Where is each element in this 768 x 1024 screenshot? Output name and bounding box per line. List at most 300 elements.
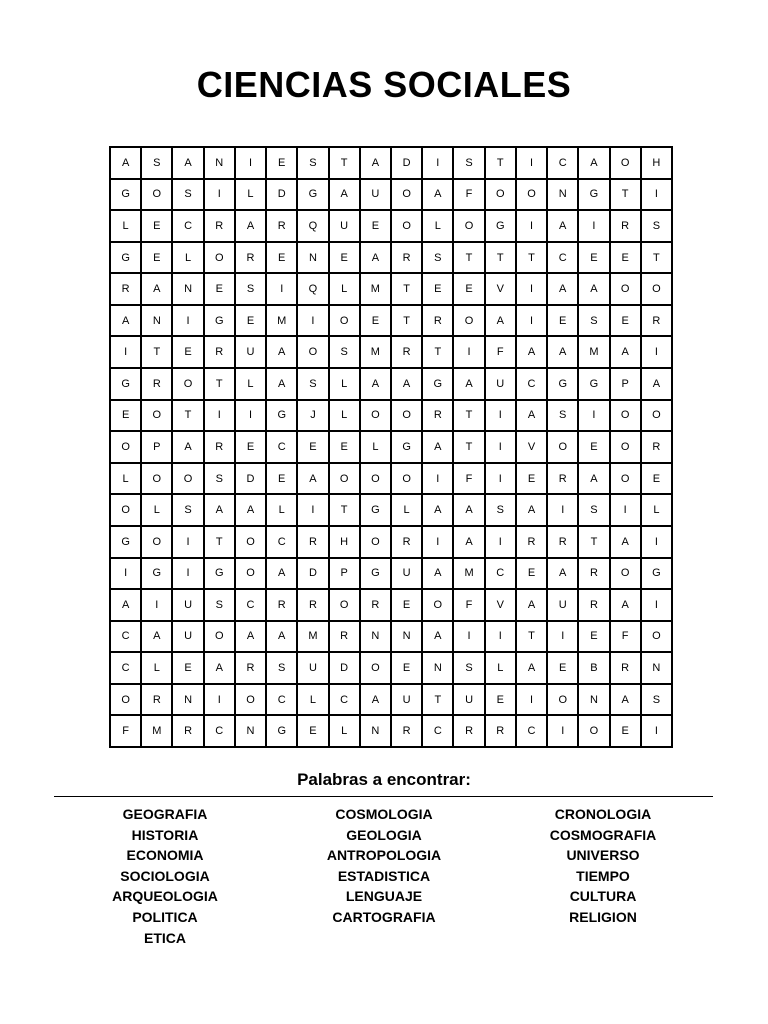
- grid-cell[interactable]: S: [298, 369, 329, 401]
- grid-cell[interactable]: A: [454, 369, 485, 401]
- grid-cell[interactable]: E: [548, 306, 579, 338]
- grid-cell[interactable]: U: [298, 653, 329, 685]
- grid-cell[interactable]: N: [579, 685, 610, 717]
- grid-cell[interactable]: A: [267, 337, 298, 369]
- grid-cell[interactable]: L: [236, 180, 267, 212]
- grid-cell[interactable]: A: [548, 559, 579, 591]
- grid-cell[interactable]: R: [548, 527, 579, 559]
- grid-cell[interactable]: I: [142, 590, 173, 622]
- grid-cell[interactable]: S: [330, 337, 361, 369]
- grid-cell[interactable]: O: [361, 401, 392, 433]
- grid-cell[interactable]: R: [298, 527, 329, 559]
- grid-cell[interactable]: G: [111, 527, 142, 559]
- grid-cell[interactable]: I: [205, 685, 236, 717]
- grid-cell[interactable]: I: [548, 495, 579, 527]
- grid-cell[interactable]: E: [611, 716, 642, 748]
- grid-cell[interactable]: S: [486, 495, 517, 527]
- grid-cell[interactable]: L: [267, 495, 298, 527]
- grid-cell[interactable]: O: [392, 401, 423, 433]
- grid-cell[interactable]: A: [423, 180, 454, 212]
- grid-cell[interactable]: L: [111, 464, 142, 496]
- grid-cell[interactable]: I: [642, 716, 673, 748]
- grid-cell[interactable]: O: [486, 180, 517, 212]
- grid-cell[interactable]: T: [454, 401, 485, 433]
- grid-cell[interactable]: R: [330, 622, 361, 654]
- grid-cell[interactable]: A: [330, 180, 361, 212]
- grid-cell[interactable]: T: [205, 369, 236, 401]
- grid-cell[interactable]: I: [642, 527, 673, 559]
- grid-cell[interactable]: O: [642, 274, 673, 306]
- grid-cell[interactable]: L: [173, 243, 204, 275]
- grid-cell[interactable]: L: [142, 495, 173, 527]
- grid-cell[interactable]: O: [611, 401, 642, 433]
- grid-cell[interactable]: A: [298, 464, 329, 496]
- grid-cell[interactable]: A: [517, 337, 548, 369]
- grid-cell[interactable]: R: [298, 590, 329, 622]
- grid-cell[interactable]: E: [173, 337, 204, 369]
- grid-cell[interactable]: A: [517, 653, 548, 685]
- grid-cell[interactable]: E: [486, 685, 517, 717]
- grid-cell[interactable]: A: [361, 148, 392, 180]
- grid-cell[interactable]: L: [298, 685, 329, 717]
- grid-cell[interactable]: A: [361, 685, 392, 717]
- grid-cell[interactable]: I: [236, 401, 267, 433]
- grid-cell[interactable]: E: [173, 653, 204, 685]
- grid-cell[interactable]: E: [392, 653, 423, 685]
- grid-cell[interactable]: C: [267, 685, 298, 717]
- grid-cell[interactable]: M: [298, 622, 329, 654]
- grid-cell[interactable]: R: [392, 716, 423, 748]
- grid-cell[interactable]: E: [611, 243, 642, 275]
- grid-cell[interactable]: R: [205, 337, 236, 369]
- grid-cell[interactable]: B: [579, 653, 610, 685]
- grid-cell[interactable]: G: [267, 716, 298, 748]
- grid-cell[interactable]: I: [611, 495, 642, 527]
- grid-cell[interactable]: G: [298, 180, 329, 212]
- grid-cell[interactable]: I: [517, 211, 548, 243]
- grid-cell[interactable]: O: [205, 622, 236, 654]
- grid-cell[interactable]: N: [392, 622, 423, 654]
- grid-cell[interactable]: O: [454, 211, 485, 243]
- grid-cell[interactable]: A: [423, 432, 454, 464]
- grid-cell[interactable]: O: [548, 685, 579, 717]
- grid-cell[interactable]: S: [173, 495, 204, 527]
- grid-cell[interactable]: E: [517, 559, 548, 591]
- grid-cell[interactable]: F: [454, 590, 485, 622]
- grid-cell[interactable]: A: [361, 243, 392, 275]
- grid-cell[interactable]: R: [173, 716, 204, 748]
- grid-cell[interactable]: Q: [298, 274, 329, 306]
- grid-cell[interactable]: T: [486, 148, 517, 180]
- grid-cell[interactable]: V: [517, 432, 548, 464]
- grid-cell[interactable]: R: [423, 401, 454, 433]
- grid-cell[interactable]: I: [486, 527, 517, 559]
- grid-cell[interactable]: O: [454, 306, 485, 338]
- grid-cell[interactable]: I: [486, 464, 517, 496]
- grid-cell[interactable]: T: [454, 243, 485, 275]
- grid-cell[interactable]: T: [330, 495, 361, 527]
- grid-cell[interactable]: N: [361, 622, 392, 654]
- grid-cell[interactable]: T: [173, 401, 204, 433]
- grid-cell[interactable]: A: [642, 369, 673, 401]
- grid-cell[interactable]: R: [267, 211, 298, 243]
- grid-cell[interactable]: R: [236, 243, 267, 275]
- grid-cell[interactable]: F: [454, 464, 485, 496]
- grid-cell[interactable]: O: [423, 590, 454, 622]
- grid-cell[interactable]: D: [392, 148, 423, 180]
- grid-cell[interactable]: U: [236, 337, 267, 369]
- grid-cell[interactable]: C: [548, 243, 579, 275]
- grid-cell[interactable]: I: [111, 559, 142, 591]
- grid-cell[interactable]: O: [611, 148, 642, 180]
- grid-cell[interactable]: O: [111, 685, 142, 717]
- grid-cell[interactable]: O: [330, 464, 361, 496]
- grid-cell[interactable]: A: [423, 559, 454, 591]
- grid-cell[interactable]: R: [579, 590, 610, 622]
- grid-cell[interactable]: R: [454, 716, 485, 748]
- grid-cell[interactable]: E: [548, 653, 579, 685]
- grid-cell[interactable]: I: [486, 622, 517, 654]
- grid-cell[interactable]: I: [298, 306, 329, 338]
- grid-cell[interactable]: I: [205, 401, 236, 433]
- grid-cell[interactable]: E: [236, 306, 267, 338]
- grid-cell[interactable]: N: [423, 653, 454, 685]
- grid-cell[interactable]: S: [267, 653, 298, 685]
- grid-cell[interactable]: O: [142, 401, 173, 433]
- grid-cell[interactable]: I: [642, 337, 673, 369]
- grid-cell[interactable]: O: [236, 685, 267, 717]
- grid-cell[interactable]: A: [611, 685, 642, 717]
- grid-cell[interactable]: D: [267, 180, 298, 212]
- grid-cell[interactable]: I: [642, 180, 673, 212]
- grid-cell[interactable]: F: [111, 716, 142, 748]
- grid-cell[interactable]: O: [361, 527, 392, 559]
- grid-cell[interactable]: L: [361, 432, 392, 464]
- grid-cell[interactable]: S: [454, 148, 485, 180]
- grid-cell[interactable]: R: [142, 369, 173, 401]
- grid-cell[interactable]: R: [111, 274, 142, 306]
- grid-cell[interactable]: P: [611, 369, 642, 401]
- grid-cell[interactable]: A: [173, 432, 204, 464]
- grid-cell[interactable]: S: [454, 653, 485, 685]
- grid-cell[interactable]: D: [330, 653, 361, 685]
- grid-cell[interactable]: T: [517, 622, 548, 654]
- grid-cell[interactable]: C: [236, 590, 267, 622]
- grid-cell[interactable]: I: [173, 306, 204, 338]
- grid-cell[interactable]: C: [267, 527, 298, 559]
- grid-cell[interactable]: T: [392, 274, 423, 306]
- grid-cell[interactable]: E: [205, 274, 236, 306]
- grid-cell[interactable]: E: [236, 432, 267, 464]
- grid-cell[interactable]: C: [548, 148, 579, 180]
- grid-cell[interactable]: E: [111, 401, 142, 433]
- grid-cell[interactable]: S: [173, 180, 204, 212]
- grid-cell[interactable]: R: [392, 243, 423, 275]
- grid-cell[interactable]: R: [392, 337, 423, 369]
- grid-cell[interactable]: I: [548, 716, 579, 748]
- grid-cell[interactable]: L: [392, 495, 423, 527]
- grid-cell[interactable]: N: [142, 306, 173, 338]
- grid-cell[interactable]: A: [173, 148, 204, 180]
- grid-cell[interactable]: T: [330, 148, 361, 180]
- grid-cell[interactable]: C: [205, 716, 236, 748]
- grid-cell[interactable]: L: [330, 401, 361, 433]
- grid-cell[interactable]: A: [267, 559, 298, 591]
- grid-cell[interactable]: R: [486, 716, 517, 748]
- grid-cell[interactable]: O: [548, 432, 579, 464]
- grid-cell[interactable]: A: [142, 622, 173, 654]
- grid-cell[interactable]: E: [142, 211, 173, 243]
- grid-cell[interactable]: O: [642, 401, 673, 433]
- grid-cell[interactable]: T: [423, 685, 454, 717]
- grid-cell[interactable]: G: [579, 180, 610, 212]
- grid-cell[interactable]: S: [236, 274, 267, 306]
- grid-cell[interactable]: N: [236, 716, 267, 748]
- grid-cell[interactable]: O: [330, 590, 361, 622]
- grid-cell[interactable]: L: [330, 274, 361, 306]
- grid-cell[interactable]: A: [579, 274, 610, 306]
- grid-cell[interactable]: A: [205, 653, 236, 685]
- grid-cell[interactable]: E: [642, 464, 673, 496]
- grid-cell[interactable]: I: [205, 180, 236, 212]
- grid-cell[interactable]: S: [642, 211, 673, 243]
- grid-cell[interactable]: G: [423, 369, 454, 401]
- grid-cell[interactable]: E: [330, 432, 361, 464]
- grid-cell[interactable]: A: [111, 306, 142, 338]
- grid-cell[interactable]: D: [236, 464, 267, 496]
- grid-cell[interactable]: G: [486, 211, 517, 243]
- grid-cell[interactable]: C: [111, 653, 142, 685]
- grid-cell[interactable]: A: [454, 495, 485, 527]
- grid-cell[interactable]: R: [642, 306, 673, 338]
- grid-cell[interactable]: A: [392, 369, 423, 401]
- grid-cell[interactable]: R: [205, 211, 236, 243]
- grid-cell[interactable]: C: [517, 369, 548, 401]
- grid-cell[interactable]: T: [454, 432, 485, 464]
- grid-cell[interactable]: O: [611, 274, 642, 306]
- grid-cell[interactable]: E: [517, 464, 548, 496]
- grid-cell[interactable]: A: [517, 495, 548, 527]
- grid-cell[interactable]: I: [173, 559, 204, 591]
- grid-cell[interactable]: E: [298, 432, 329, 464]
- grid-cell[interactable]: I: [111, 337, 142, 369]
- grid-cell[interactable]: U: [173, 590, 204, 622]
- grid-cell[interactable]: S: [205, 590, 236, 622]
- grid-cell[interactable]: O: [642, 622, 673, 654]
- grid-cell[interactable]: I: [579, 211, 610, 243]
- grid-cell[interactable]: I: [517, 685, 548, 717]
- grid-cell[interactable]: O: [111, 495, 142, 527]
- grid-cell[interactable]: I: [173, 527, 204, 559]
- grid-cell[interactable]: I: [517, 274, 548, 306]
- grid-cell[interactable]: G: [267, 401, 298, 433]
- grid-cell[interactable]: Q: [298, 211, 329, 243]
- grid-cell[interactable]: O: [392, 180, 423, 212]
- grid-cell[interactable]: M: [142, 716, 173, 748]
- grid-cell[interactable]: O: [392, 464, 423, 496]
- grid-cell[interactable]: E: [267, 464, 298, 496]
- grid-cell[interactable]: U: [392, 685, 423, 717]
- grid-cell[interactable]: T: [142, 337, 173, 369]
- grid-cell[interactable]: I: [579, 401, 610, 433]
- grid-cell[interactable]: G: [111, 180, 142, 212]
- grid-cell[interactable]: M: [361, 337, 392, 369]
- grid-cell[interactable]: A: [267, 622, 298, 654]
- grid-cell[interactable]: R: [548, 464, 579, 496]
- grid-cell[interactable]: G: [111, 243, 142, 275]
- grid-cell[interactable]: G: [142, 559, 173, 591]
- grid-cell[interactable]: F: [454, 180, 485, 212]
- grid-cell[interactable]: O: [142, 527, 173, 559]
- grid-cell[interactable]: R: [361, 590, 392, 622]
- grid-cell[interactable]: G: [111, 369, 142, 401]
- grid-cell[interactable]: R: [142, 685, 173, 717]
- grid-cell[interactable]: O: [205, 243, 236, 275]
- grid-cell[interactable]: E: [298, 716, 329, 748]
- grid-cell[interactable]: R: [423, 306, 454, 338]
- grid-cell[interactable]: A: [236, 211, 267, 243]
- grid-cell[interactable]: A: [267, 369, 298, 401]
- grid-cell[interactable]: E: [454, 274, 485, 306]
- grid-cell[interactable]: I: [517, 148, 548, 180]
- grid-cell[interactable]: O: [361, 464, 392, 496]
- grid-cell[interactable]: I: [454, 337, 485, 369]
- grid-cell[interactable]: E: [361, 211, 392, 243]
- grid-cell[interactable]: C: [111, 622, 142, 654]
- grid-cell[interactable]: F: [486, 337, 517, 369]
- grid-cell[interactable]: O: [173, 369, 204, 401]
- grid-cell[interactable]: A: [611, 590, 642, 622]
- grid-cell[interactable]: O: [579, 716, 610, 748]
- grid-cell[interactable]: C: [267, 432, 298, 464]
- grid-cell[interactable]: O: [330, 306, 361, 338]
- grid-cell[interactable]: M: [361, 274, 392, 306]
- grid-cell[interactable]: O: [298, 337, 329, 369]
- grid-cell[interactable]: O: [392, 211, 423, 243]
- grid-cell[interactable]: N: [361, 716, 392, 748]
- grid-cell[interactable]: C: [517, 716, 548, 748]
- grid-cell[interactable]: E: [579, 432, 610, 464]
- grid-cell[interactable]: A: [517, 401, 548, 433]
- grid-cell[interactable]: R: [642, 432, 673, 464]
- grid-cell[interactable]: O: [111, 432, 142, 464]
- grid-cell[interactable]: T: [579, 527, 610, 559]
- grid-cell[interactable]: U: [173, 622, 204, 654]
- grid-cell[interactable]: A: [548, 337, 579, 369]
- grid-cell[interactable]: T: [611, 180, 642, 212]
- grid-cell[interactable]: C: [330, 685, 361, 717]
- grid-cell[interactable]: I: [486, 401, 517, 433]
- grid-cell[interactable]: E: [579, 243, 610, 275]
- grid-cell[interactable]: S: [642, 685, 673, 717]
- grid-cell[interactable]: P: [142, 432, 173, 464]
- grid-cell[interactable]: A: [611, 337, 642, 369]
- grid-cell[interactable]: L: [486, 653, 517, 685]
- grid-cell[interactable]: U: [486, 369, 517, 401]
- grid-cell[interactable]: H: [642, 148, 673, 180]
- grid-cell[interactable]: O: [361, 653, 392, 685]
- grid-cell[interactable]: O: [517, 180, 548, 212]
- grid-cell[interactable]: N: [642, 653, 673, 685]
- grid-cell[interactable]: E: [579, 622, 610, 654]
- grid-cell[interactable]: A: [205, 495, 236, 527]
- grid-cell[interactable]: M: [267, 306, 298, 338]
- grid-cell[interactable]: E: [423, 274, 454, 306]
- grid-cell[interactable]: G: [579, 369, 610, 401]
- grid-cell[interactable]: G: [548, 369, 579, 401]
- grid-cell[interactable]: L: [236, 369, 267, 401]
- grid-cell[interactable]: N: [548, 180, 579, 212]
- grid-cell[interactable]: G: [361, 559, 392, 591]
- grid-cell[interactable]: S: [142, 148, 173, 180]
- grid-cell[interactable]: N: [298, 243, 329, 275]
- grid-cell[interactable]: G: [642, 559, 673, 591]
- grid-cell[interactable]: N: [205, 148, 236, 180]
- grid-cell[interactable]: O: [611, 559, 642, 591]
- grid-cell[interactable]: S: [298, 148, 329, 180]
- grid-cell[interactable]: G: [361, 495, 392, 527]
- grid-cell[interactable]: A: [548, 211, 579, 243]
- grid-cell[interactable]: A: [517, 590, 548, 622]
- grid-cell[interactable]: L: [330, 369, 361, 401]
- grid-cell[interactable]: T: [392, 306, 423, 338]
- grid-cell[interactable]: E: [267, 148, 298, 180]
- grid-cell[interactable]: A: [111, 148, 142, 180]
- grid-cell[interactable]: U: [330, 211, 361, 243]
- grid-cell[interactable]: U: [454, 685, 485, 717]
- grid-cell[interactable]: R: [611, 653, 642, 685]
- grid-cell[interactable]: T: [642, 243, 673, 275]
- grid-cell[interactable]: M: [579, 337, 610, 369]
- grid-cell[interactable]: E: [611, 306, 642, 338]
- grid-cell[interactable]: P: [330, 559, 361, 591]
- grid-cell[interactable]: I: [236, 148, 267, 180]
- grid-cell[interactable]: R: [236, 653, 267, 685]
- grid-cell[interactable]: J: [298, 401, 329, 433]
- grid-cell[interactable]: U: [392, 559, 423, 591]
- grid-cell[interactable]: S: [579, 495, 610, 527]
- grid-cell[interactable]: I: [423, 464, 454, 496]
- grid-cell[interactable]: T: [205, 527, 236, 559]
- grid-cell[interactable]: O: [236, 527, 267, 559]
- grid-cell[interactable]: G: [205, 559, 236, 591]
- grid-cell[interactable]: I: [486, 432, 517, 464]
- grid-cell[interactable]: A: [486, 306, 517, 338]
- grid-cell[interactable]: L: [111, 211, 142, 243]
- grid-cell[interactable]: A: [454, 527, 485, 559]
- grid-cell[interactable]: A: [579, 464, 610, 496]
- grid-cell[interactable]: I: [454, 622, 485, 654]
- grid-cell[interactable]: I: [423, 527, 454, 559]
- grid-cell[interactable]: I: [548, 622, 579, 654]
- grid-cell[interactable]: R: [611, 211, 642, 243]
- grid-cell[interactable]: T: [423, 337, 454, 369]
- grid-cell[interactable]: O: [236, 559, 267, 591]
- grid-cell[interactable]: I: [517, 306, 548, 338]
- grid-cell[interactable]: O: [611, 464, 642, 496]
- grid-cell[interactable]: A: [361, 369, 392, 401]
- grid-cell[interactable]: S: [548, 401, 579, 433]
- grid-cell[interactable]: T: [486, 243, 517, 275]
- grid-cell[interactable]: E: [392, 590, 423, 622]
- grid-cell[interactable]: R: [267, 590, 298, 622]
- grid-cell[interactable]: E: [267, 243, 298, 275]
- grid-cell[interactable]: T: [517, 243, 548, 275]
- grid-cell[interactable]: L: [142, 653, 173, 685]
- grid-cell[interactable]: I: [298, 495, 329, 527]
- grid-cell[interactable]: V: [486, 590, 517, 622]
- grid-cell[interactable]: O: [142, 180, 173, 212]
